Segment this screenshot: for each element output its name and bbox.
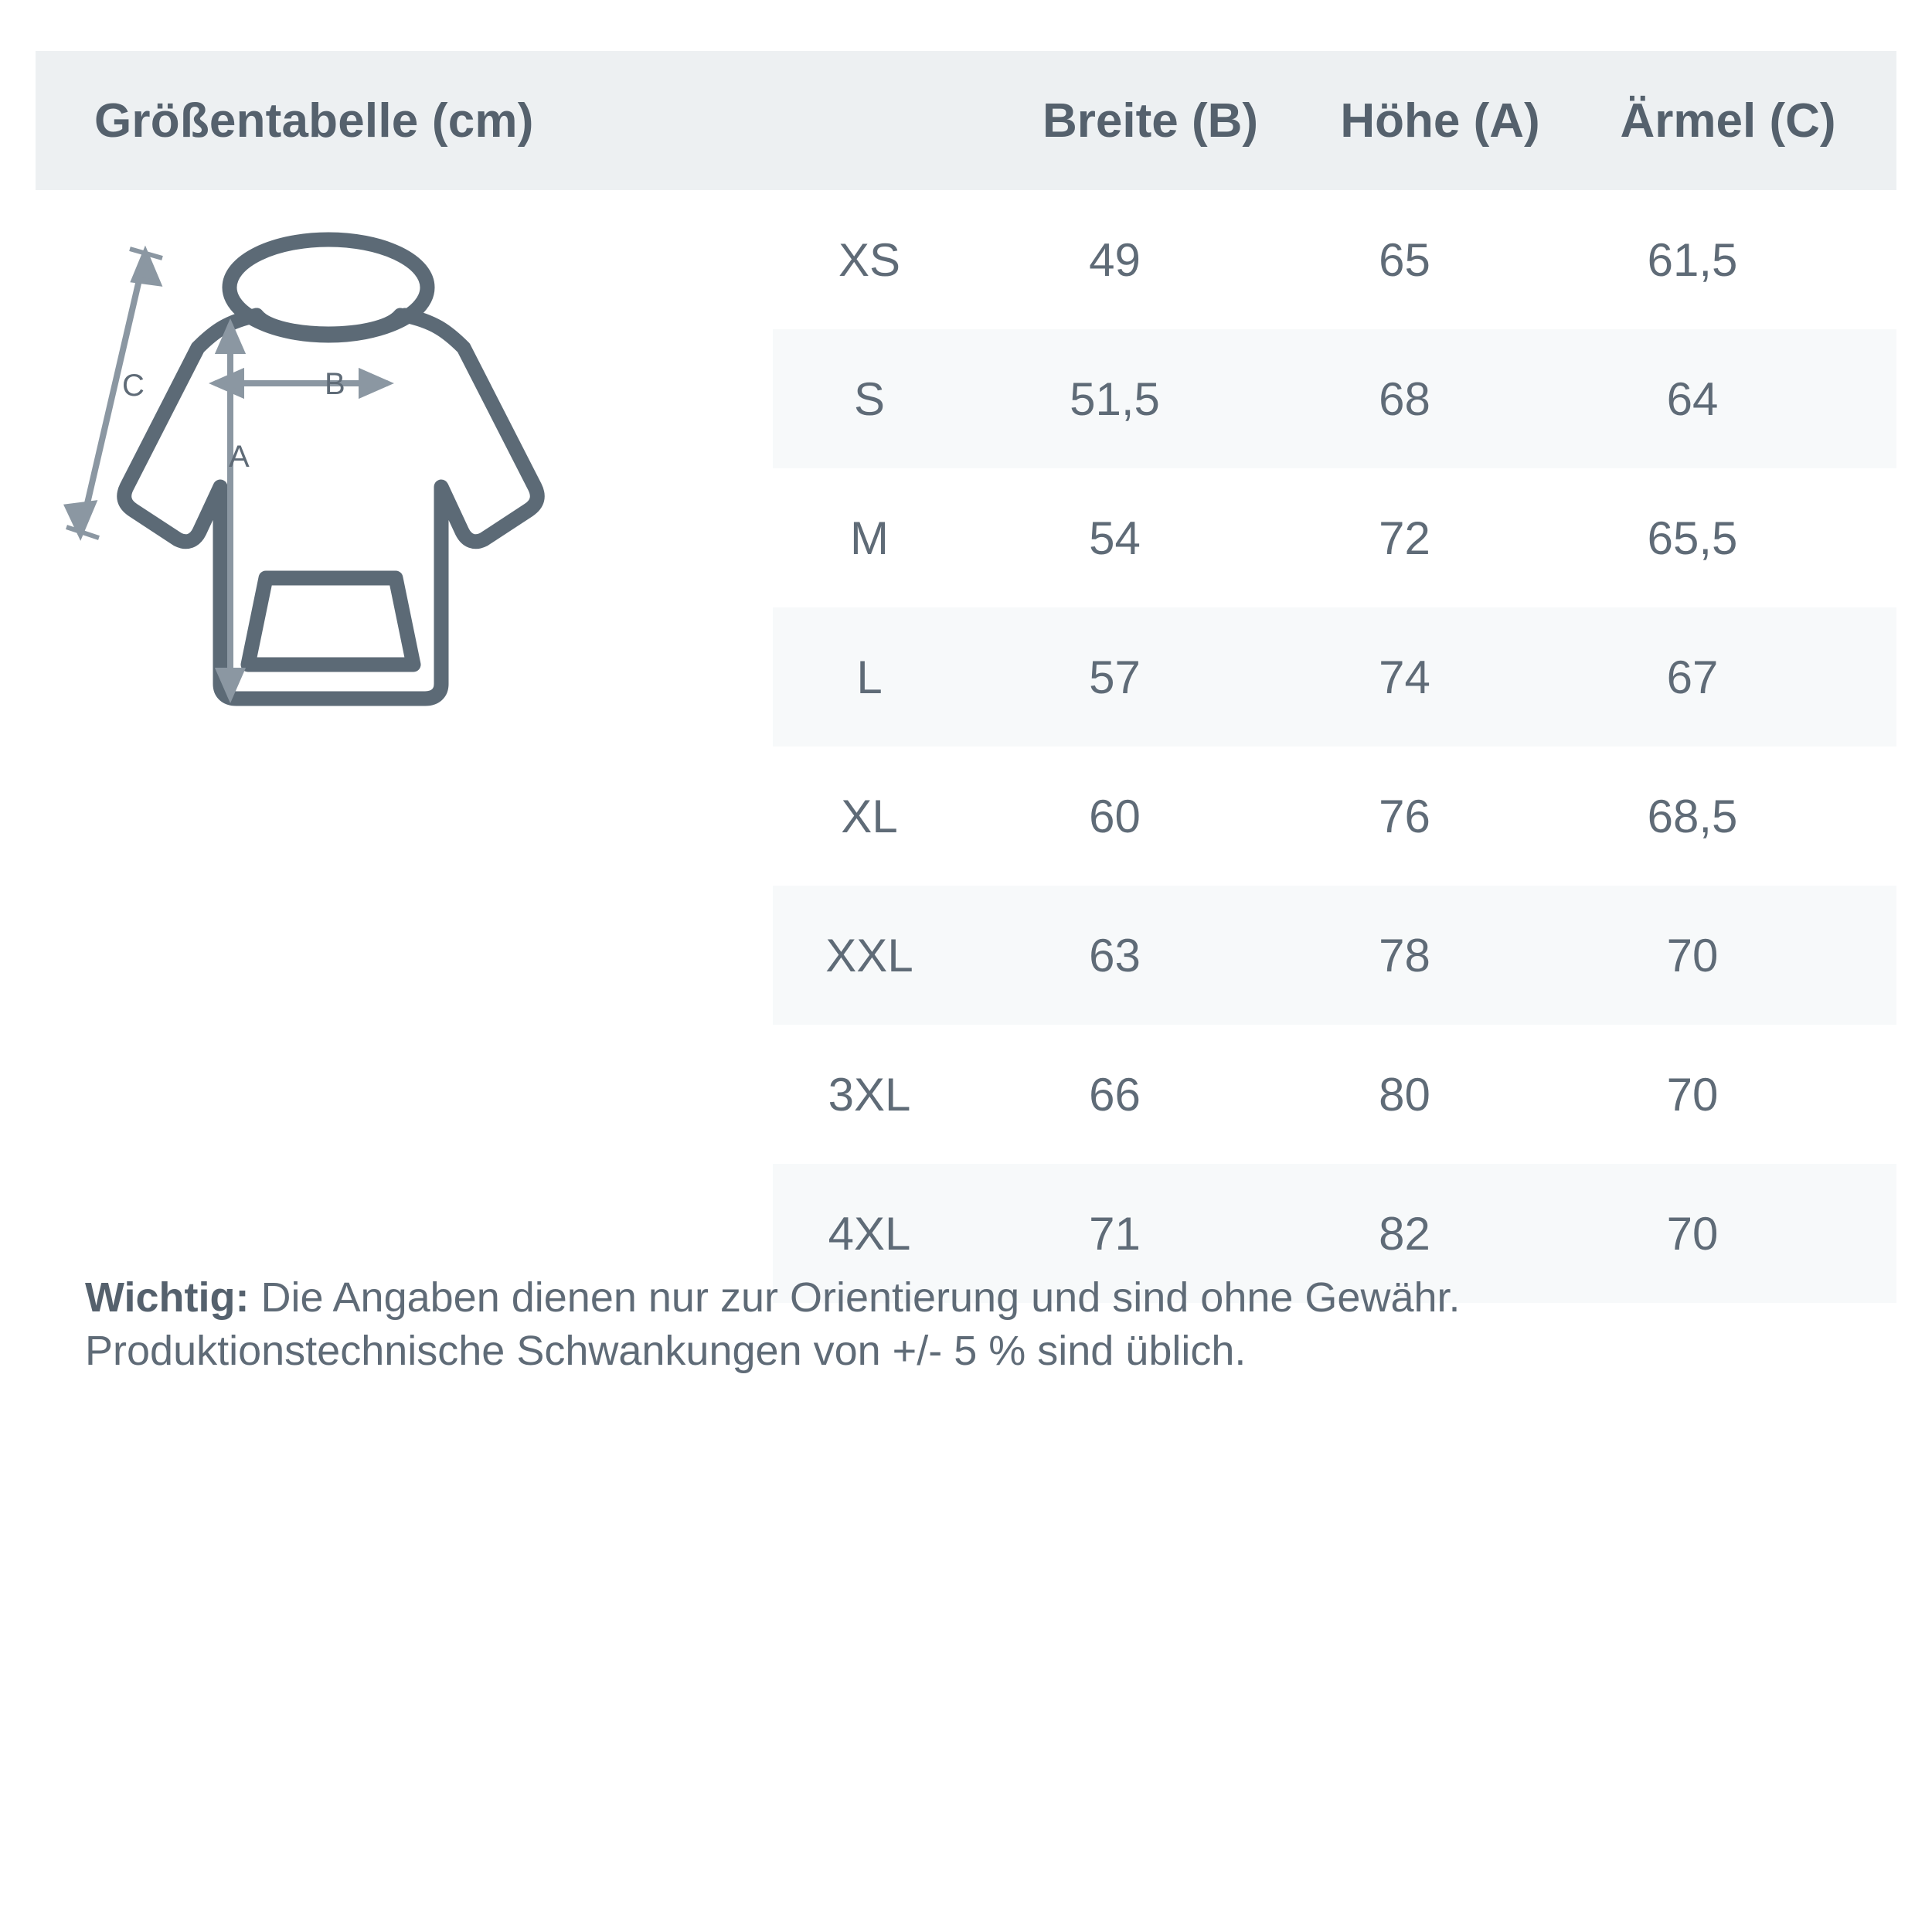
page-title: Größentabelle (cm) [94, 94, 534, 148]
disclaimer-lead: Wichtig: [85, 1274, 250, 1321]
cell-hoehe: 76 [1379, 790, 1430, 842]
column-header-breite: Breite (B) [1042, 94, 1259, 148]
cell-size: 3XL [828, 1068, 911, 1121]
cell-size: M [850, 512, 889, 564]
cell-breite: 54 [1089, 512, 1141, 564]
cell-size: XS [838, 233, 901, 286]
cell-breite: 63 [1089, 929, 1141, 981]
cell-aermel: 64 [1666, 372, 1719, 425]
cell-size: S [853, 372, 886, 425]
cell-hoehe: 78 [1379, 929, 1430, 981]
hoodie-measurement-icon [62, 232, 757, 819]
label-c: C [122, 369, 145, 403]
table-row [773, 329, 1896, 468]
cell-hoehe: 68 [1379, 372, 1430, 425]
cell-size: 4XL [828, 1207, 911, 1260]
table-header-band [36, 51, 1896, 190]
cell-aermel: 70 [1666, 929, 1719, 981]
table-row [773, 886, 1896, 1025]
cell-breite: 66 [1089, 1068, 1141, 1121]
cell-breite: 60 [1089, 790, 1141, 842]
cell-aermel: 70 [1666, 1207, 1719, 1260]
table-row [773, 607, 1896, 747]
cell-size: L [856, 651, 883, 703]
cell-size: XXL [825, 929, 913, 981]
cell-breite: 71 [1089, 1207, 1141, 1260]
cell-hoehe: 72 [1379, 512, 1430, 564]
table-row [773, 190, 1896, 329]
cell-hoehe: 65 [1379, 233, 1430, 286]
column-headers [808, 51, 1896, 190]
cell-breite: 51,5 [1070, 372, 1160, 425]
cell-breite: 57 [1089, 651, 1141, 703]
size-table [773, 190, 1896, 1303]
label-b: B [325, 367, 345, 401]
cell-size: XL [841, 790, 898, 842]
cell-breite: 49 [1089, 233, 1141, 286]
disclaimer-note [85, 1271, 1886, 1378]
table-row [773, 1025, 1896, 1164]
disclaimer-text: Die Angaben dienen nur zur Orientierung und sind ohne Gewähr. Produktionstechnische Schwankungen von +/- 5 % sind üblich. [85, 1274, 1461, 1375]
column-header-aermel: Ärmel (C) [1620, 94, 1836, 148]
table-row [773, 747, 1896, 886]
cell-hoehe: 74 [1379, 651, 1430, 703]
table-row [773, 468, 1896, 607]
cell-aermel: 61,5 [1647, 233, 1738, 286]
cell-aermel: 67 [1666, 651, 1719, 703]
cell-aermel: 65,5 [1647, 512, 1738, 564]
label-a: A [229, 440, 250, 474]
cell-hoehe: 80 [1379, 1068, 1430, 1121]
cell-hoehe: 82 [1379, 1207, 1430, 1260]
cell-aermel: 70 [1666, 1068, 1719, 1121]
cell-aermel: 68,5 [1647, 790, 1738, 842]
column-header-hoehe: Höhe (A) [1340, 94, 1540, 148]
